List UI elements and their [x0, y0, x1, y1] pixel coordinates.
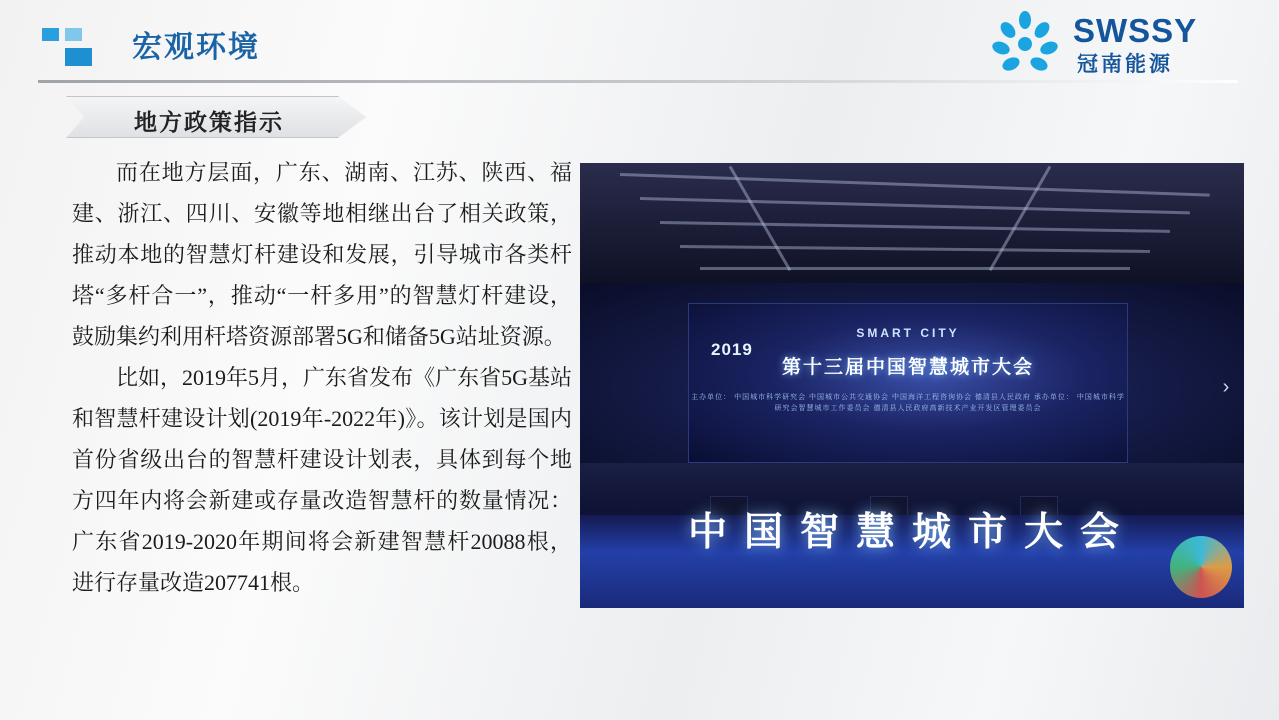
- body-text: [72, 152, 572, 603]
- section-tag: [66, 96, 366, 138]
- photo-screen-subtitle: SMART CITY: [856, 326, 960, 340]
- paragraph-1: 而在地方层面，广东、湖南、江苏、陕西、福建、浙江、四川、安徽等地相继出台了相关政策，推动本地的智慧灯杆建设和发展，引导城市各类杆塔“多杆合一”，推动“一杆多用”的智慧灯杆建设，鼓励集约利用杆塔资源部署5G和储备5G站址资源。: [72, 160, 572, 349]
- photo-stage-text: 中国智慧城市大会: [687, 511, 1136, 554]
- chevron-right-icon[interactable]: ›: [1222, 376, 1230, 398]
- header-divider: [38, 80, 1238, 83]
- logo-text-en: SWSSY: [1073, 12, 1198, 49]
- photo-ceiling: [580, 163, 1244, 291]
- section-tag-label: 地方政策指示: [134, 109, 284, 135]
- page-title: 宏观环境: [132, 31, 260, 64]
- photo-screen-title: 第十三届中国智慧城市大会: [781, 357, 1034, 378]
- photo-screen-year: 2019: [711, 340, 753, 359]
- water-drops-icon: [991, 10, 1059, 74]
- photo-screen-footer: 主办单位： 中国城市科学研究会 中国城市公共交通协会 中国海洋工程咨询协会 德清县人民政府 承办单位： 中国城市科学研究会智慧城市工作委员会 德清县人民政府高新技术产业开发区管理委员会: [691, 394, 1125, 412]
- slide-header: [0, 0, 1279, 88]
- photo-led-screen: [688, 303, 1128, 463]
- logo-text-cn: 冠南能源: [1077, 53, 1173, 76]
- company-logo: [991, 8, 1251, 78]
- photo-globe-logo: [1170, 536, 1232, 598]
- decorative-squares-icon: [42, 28, 94, 66]
- paragraph-2: 比如，2019年5月，广东省发布《广东省5G基站和智慧杆建设计划(2019年-2022年)》。该计划是国内首份省级出台的智慧杆建设计划表，具体到每个地方四年内将会新建或存量改造智慧杆的数量情况：广东省2019-2020年期间将会新建智慧杆20088根，进行存量改造207741根。: [72, 365, 572, 595]
- conference-photo: [580, 163, 1244, 608]
